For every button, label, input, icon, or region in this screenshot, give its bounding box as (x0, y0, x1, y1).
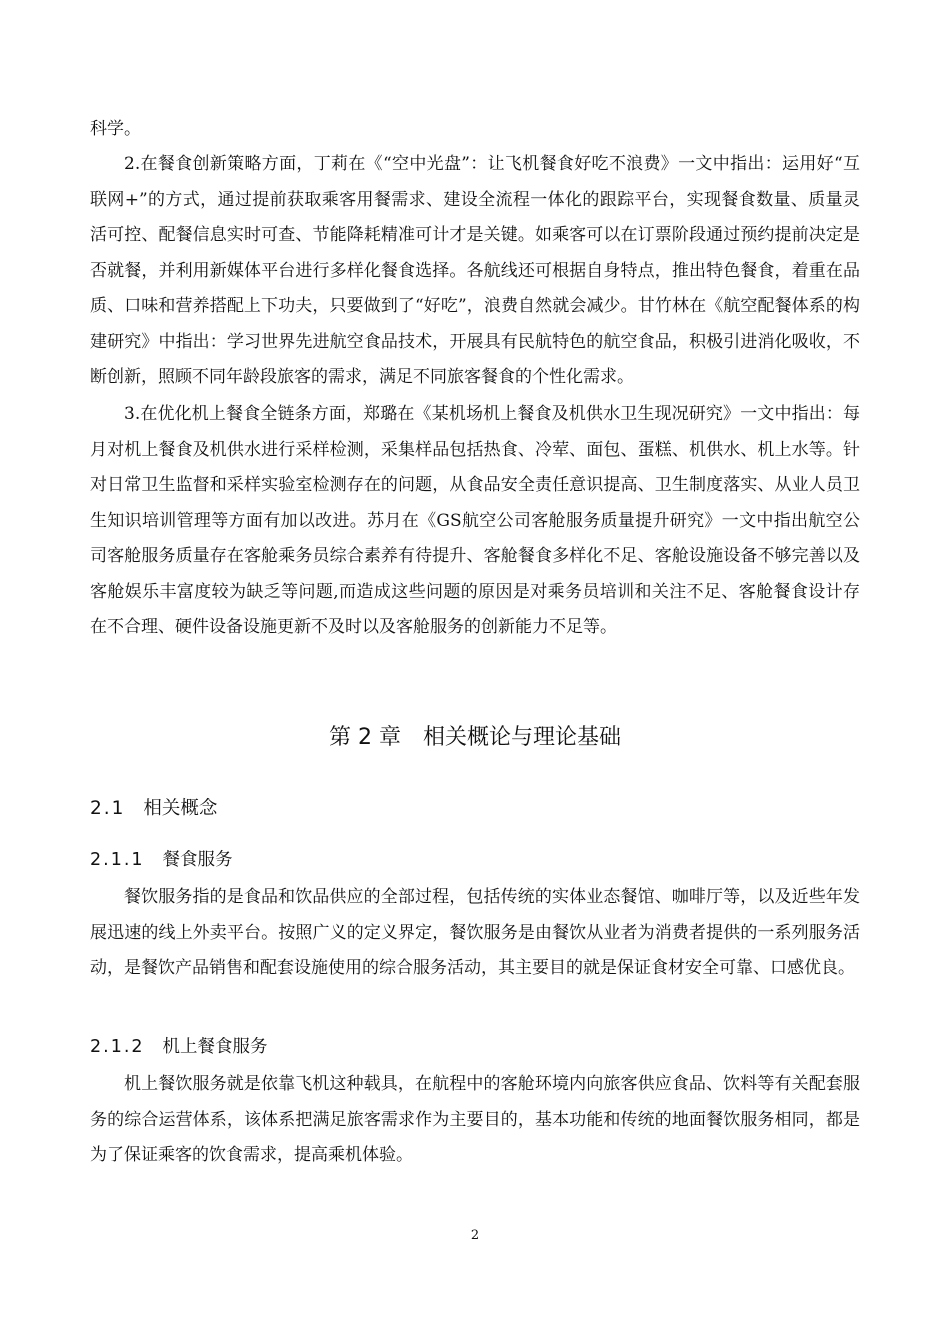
paragraph-meal-innovation: 2.在餐食创新策略方面，丁莉在《“空中光盘”：让飞机餐食好吃不浪费》一文中指出：运用好“互联网+”的方式，通过提前获取乘客用餐需求、建设全流程一体化的跟踪平台，实现餐食数量、质量灵活可控、配餐信息实时可查、节能降耗精准可计才是关键。如乘客可以在订票阶段通过预约提前决定是否就餐，并利用新媒体平台进行多样化餐食选择。各航线还可根据自身特点，推出特色餐食，着重在品质、口味和营养搭配上下功夫，只要做到了“好吃”，浪费自然就会减少。甘竹林在《航空配餐体系的构建研究》中指出：学习世界先进航空食品技术，开展具有民航特色的航空食品，积极引进消化吸收，不断创新，照顾不同年龄段旅客的需求，满足不同旅客餐食的个性化需求。 (90, 154, 860, 387)
subsection-title-text: 餐食服务 (162, 850, 233, 870)
subsection-number: 2.1.2 (90, 1037, 145, 1057)
page-number: 2 (470, 1228, 480, 1243)
subsection-title-text: 机上餐食服务 (162, 1037, 268, 1057)
paragraph-inflight-catering-service: 机上餐饮服务就是依靠飞机这种载具，在航程中的客舱环境内向旅客供应食品、饮料等有关配套服务的综合运营体系，该体系把满足旅客需求作为主要目的，基本功能和传统的地面餐饮服务相同，都是为了保证乘客的饮食需求，提高乘机体验。 (90, 1074, 860, 1165)
subsection-heading-2-1-1 (90, 845, 860, 875)
section-number: 2.1 (90, 798, 126, 819)
chapter-title: 第 2 章 相关概论与理论基础 (329, 725, 621, 750)
paragraph-meal-chain-optimization: 3.在优化机上餐食全链条方面，郑璐在《某机场机上餐食及机供水卫生现况研究》一文中指出：每月对机上餐食及机供水进行采样检测，采集样品包括热食、冷荤、面包、蛋糕、机供水、机上水等。针对日常卫生监督和采样实验室检测存在的问题，从食品安全责任意识提高、卫生制度落实、从业人员卫生知识培训管理等方面有加以改进。苏月在《GS航空公司客舱服务质量提升研究》一文中指出航空公司客舱服务质量存在客舱乘务员综合素养有待提升、客舱餐食多样化不足、客舱设施设备不够完善以及客舱娱乐丰富度较为缺乏等问题,而造成这些问题的原因是对乘务员培训和关注不足、客舱餐食设计存在不合理、硬件设备设施更新不及时以及客舱服务的创新能力不足等。 (90, 404, 860, 637)
section-title-text: 相关概念 (143, 798, 218, 819)
section-heading-2-1 (90, 794, 860, 824)
subsection-number: 2.1.1 (90, 850, 145, 870)
paragraph-catering-service: 餐饮服务指的是食品和饮品供应的全部过程，包括传统的实体业态餐馆、咖啡厅等，以及近些年发展迅速的线上外卖平台。按照广义的定义界定，餐饮服务是由餐饮从业者为消费者提供的一系列服务活动，是餐饮产品销售和配套设施使用的综合服务活动，其主要目的就是保证食材安全可靠、口感优良。 (90, 887, 860, 978)
subsection-heading-2-1-2 (90, 1032, 860, 1062)
continued-paragraph-text: 科学。 (90, 119, 141, 139)
